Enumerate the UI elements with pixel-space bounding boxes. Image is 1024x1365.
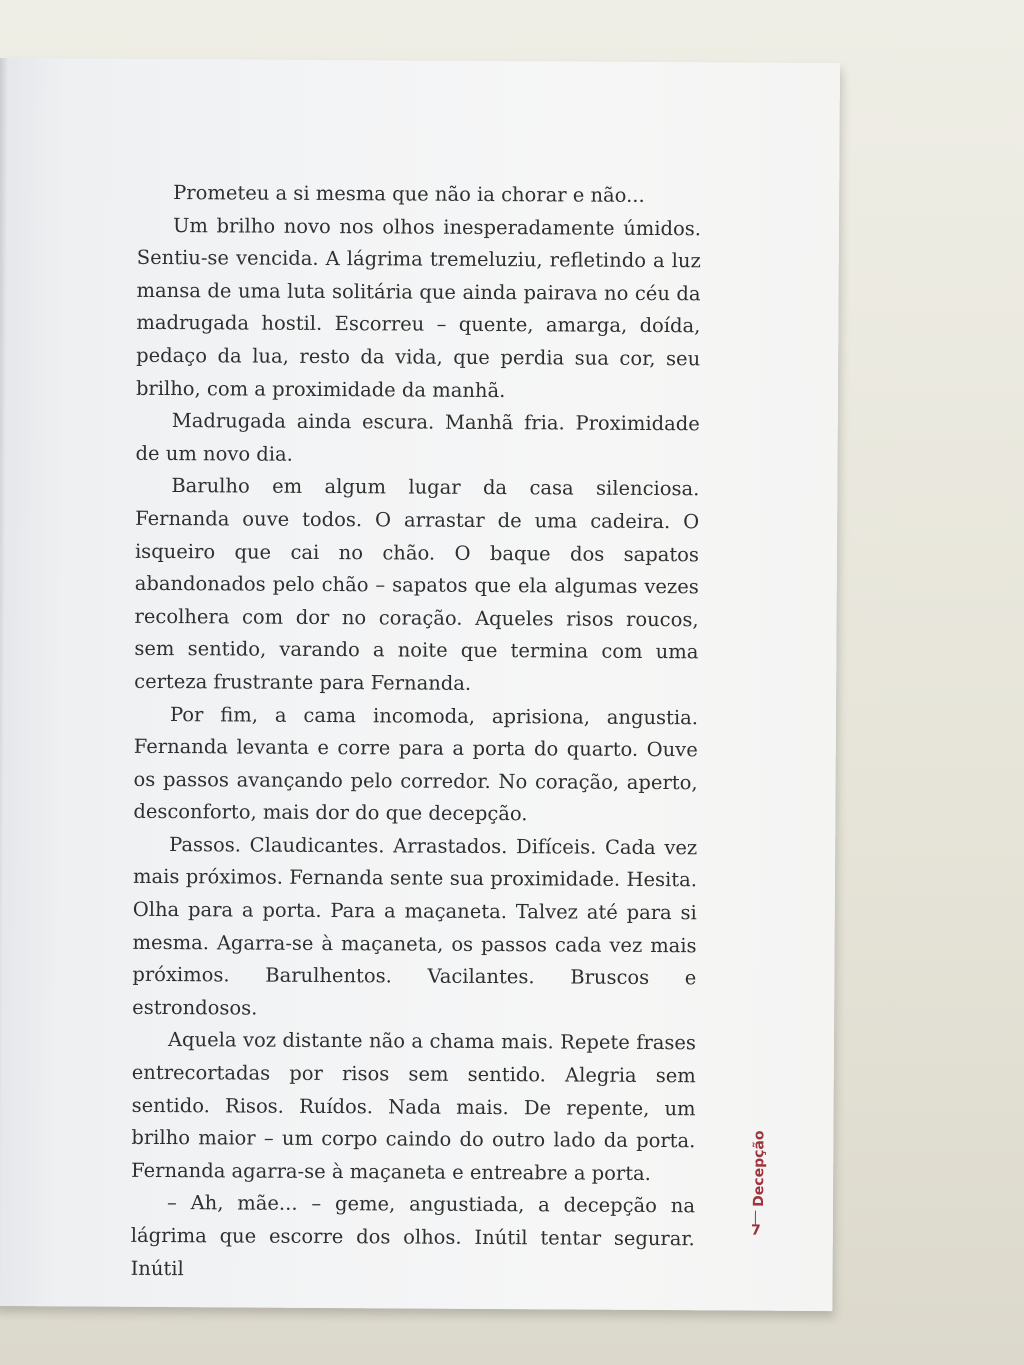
paragraph: Madrugada ainda escura. Manhã fria. Proximidade de um novo dia. [135, 409, 700, 466]
paragraph: Prometeu a si mesma que não ia chorar e não... [173, 181, 645, 207]
paragraph: Um brilho novo nos olhos inesperadamente úmidos. Sentiu-se vencida. A lágrima tremeluziu, refletindo a luz mansa de uma luta solitária que ainda pairava no céu da madrugada hostil. Escorreu – quente, amarga, doída, pedaço da lua, resto da vida, que perdia sua cor, seu brilho, com a proximidade da manhã. [135, 213, 702, 402]
running-head [745, 1121, 776, 1261]
page-number: 7 [750, 1222, 761, 1239]
chapter-title: Decepção [750, 1130, 768, 1207]
page-binding-edge [0, 58, 8, 1306]
paragraph: Barulho em algum lugar da casa silenciosa. Fernanda ouve todos. O arrastar de uma cadeira. O isqueiro que cai no chão. O baque dos sapatos abandonados pelo chão – sapatos que ela algumas vezes recolhera com dor no coração. Aqueles risos roucos, sem sentido, varando a noite que termina com uma certeza frustrante para Fernanda. [134, 474, 700, 695]
body-text [131, 177, 702, 1289]
paragraph: Por fim, a cama incomoda, aprisiona, angustia. Fernanda levanta e corre para a porta do quarto. Ouve os passos avançando pelo corredor. No coração, aperto, desconforto, mais dor do que decepção. [133, 702, 699, 826]
paragraph: Passos. Claudicantes. Arrastados. Difíceis. Cada vez mais próximos. Fernanda sente sua proximidade. Hesita. Olha para a porta. Para a maçaneta. Talvez até para si mesma. Agarra-se à maçaneta, os passos cada vez mais próximos. Barulhentos. Vacilantes. Bruscos e estrondosos. [132, 832, 698, 1020]
paragraph: Aquela voz distante não a chama mais. Repete frases entrecortadas por risos sem sentido. Alegria sem sentido. Risos. Ruídos. Nada mais. De repente, um brilho maior – um corpo caindo do outro lado da porta. Fernanda agarra-se à maçaneta e entreabre a porta. [131, 1028, 697, 1185]
paragraph: – Ah, mãe... – geme, angustiada, a decepção na lágrima que escorre dos olhos. Inútil tentar segurar. Inútil [130, 1191, 696, 1280]
book-page [0, 58, 840, 1311]
